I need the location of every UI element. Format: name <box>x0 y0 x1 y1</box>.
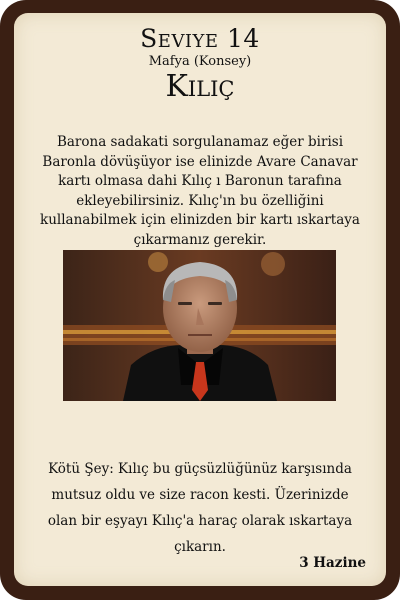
character-portrait <box>63 250 336 401</box>
card-subtitle: Mafya (Konsey) <box>148 54 252 69</box>
card-treasure: 3 Hazine <box>299 555 366 571</box>
card-face <box>14 13 386 586</box>
card-bad-stuff: Kötü Şey: Kılıç bu güçsüzlüğünüz karşısında mutsuz oldu ve size racon kesti. Üzerinizde olan bir eşyayı Kılıç'a haraç olarak ıskartaya çıkarın. <box>47 461 353 555</box>
card-rule-text: Barona sadakati sorgulanamaz eğer birisi Baronla dövüşüyor ise elinizde Avare Canavar kartı olmasa dahi Kılıç ı Baronun tarafına ekleyebilirsiniz. Kılıç'ın bu özelliğini kullanabilmek için elinizden bir kartı ıskartaya çıkarmanız gerekir. <box>40 134 360 248</box>
card-name: Kılıç <box>165 69 235 104</box>
card-level: Seviye 14 <box>140 24 260 53</box>
